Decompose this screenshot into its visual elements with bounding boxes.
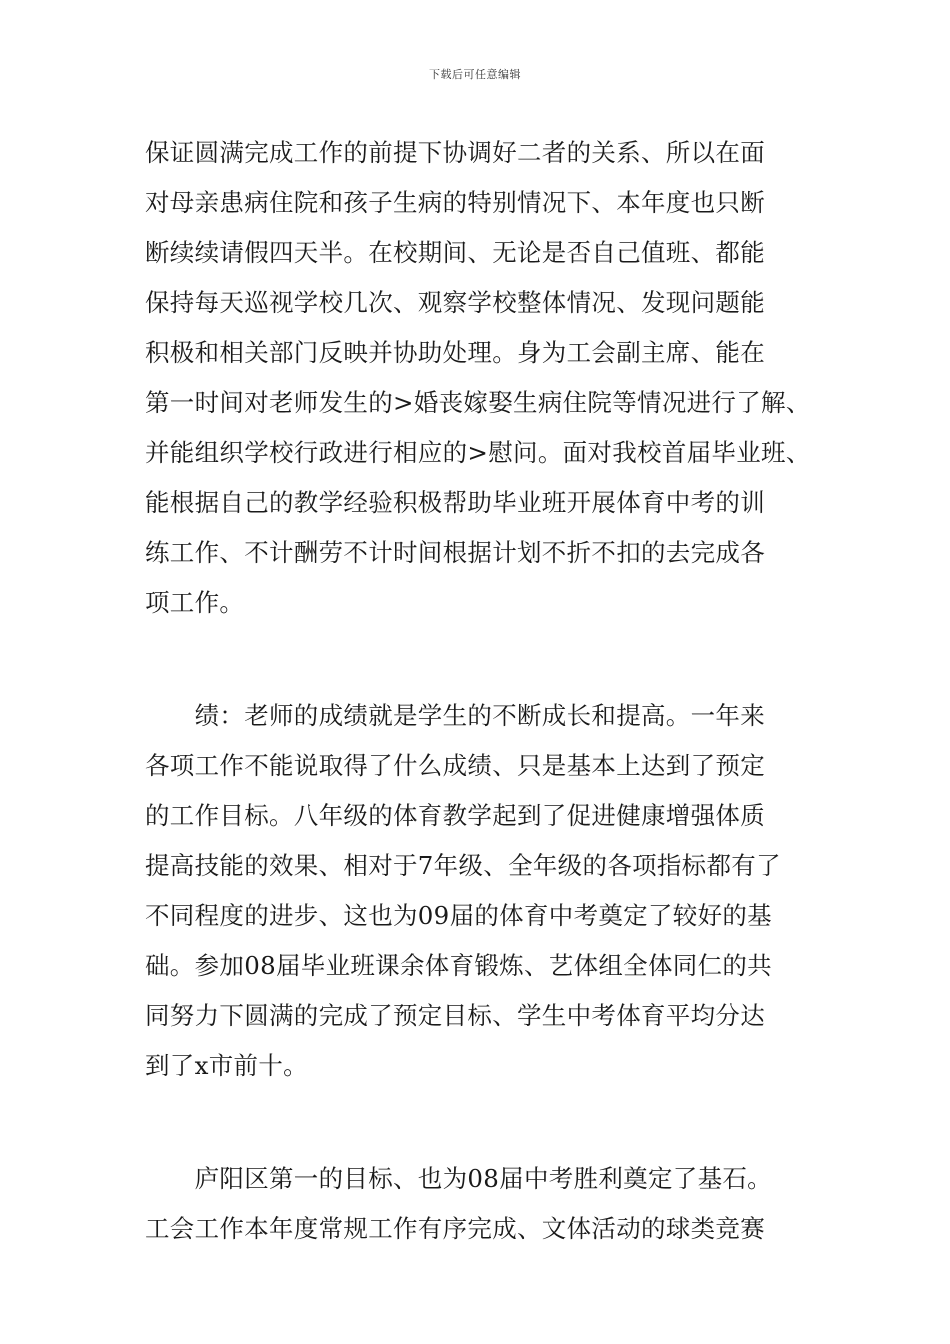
paragraph-2 — [145, 691, 815, 1091]
text-line: 到了x市前十。 — [145, 1051, 308, 1080]
text-line: 断续续请假四天半。在校期间、无论是否自己值班、都能 — [145, 238, 765, 267]
text-line: 积极和相关部门反映并协助处理。身为工会副主席、能在 — [145, 338, 765, 367]
paragraph-spacer — [145, 1091, 815, 1154]
text-line: 不同程度的进步、这也为09届的体育中考奠定了较好的基 — [145, 901, 772, 930]
text-line: 并能组织学校行政进行相应的>慰问。面对我校首届毕业班、 — [145, 438, 811, 467]
paragraph-1 — [145, 128, 815, 628]
text-line: 项工作。 — [145, 588, 245, 617]
text-line: 础。参加08届毕业班课余体育锻炼、艺体组全体同仁的共 — [145, 951, 772, 980]
text-line: 工会工作本年度常规工作有序完成、文体活动的球类竞赛 — [145, 1214, 765, 1243]
text-line: 庐阳区第一的目标、也为08届中考胜利奠定了基石。 — [145, 1164, 772, 1193]
text-line: 对母亲患病住院和孩子生病的特别情况下、本年度也只断 — [145, 188, 765, 217]
text-line: 能根据自己的教学经验积极帮助毕业班开展体育中考的训 — [145, 488, 765, 517]
text-line: 同努力下圆满的完成了预定目标、学生中考体育平均分达 — [145, 1001, 765, 1030]
paragraph-3 — [145, 1154, 815, 1254]
text-line: 第一时间对老师发生的>婚丧嫁娶生病住院等情况进行了解、 — [145, 388, 811, 417]
text-line: 提高技能的效果、相对于7年级、全年级的各项指标都有了 — [145, 851, 781, 880]
text-line: 绩：老师的成绩就是学生的不断成长和提高。一年来 — [145, 701, 765, 730]
text-line: 各项工作不能说取得了什么成绩、只是基本上达到了预定 — [145, 751, 765, 780]
text-line: 保持每天巡视学校几次、观察学校整体情况、发现问题能 — [145, 288, 765, 317]
text-line: 练工作、不计酬劳不计时间根据计划不折不扣的去完成各 — [145, 538, 765, 567]
page-header-note: 下载后可任意编辑 — [429, 68, 521, 81]
document-body — [145, 128, 815, 1254]
paragraph-spacer — [145, 628, 815, 691]
text-line: 保证圆满完成工作的前提下协调好二者的关系、所以在面 — [145, 138, 765, 167]
text-line: 的工作目标。八年级的体育教学起到了促进健康增强体质 — [145, 801, 765, 830]
